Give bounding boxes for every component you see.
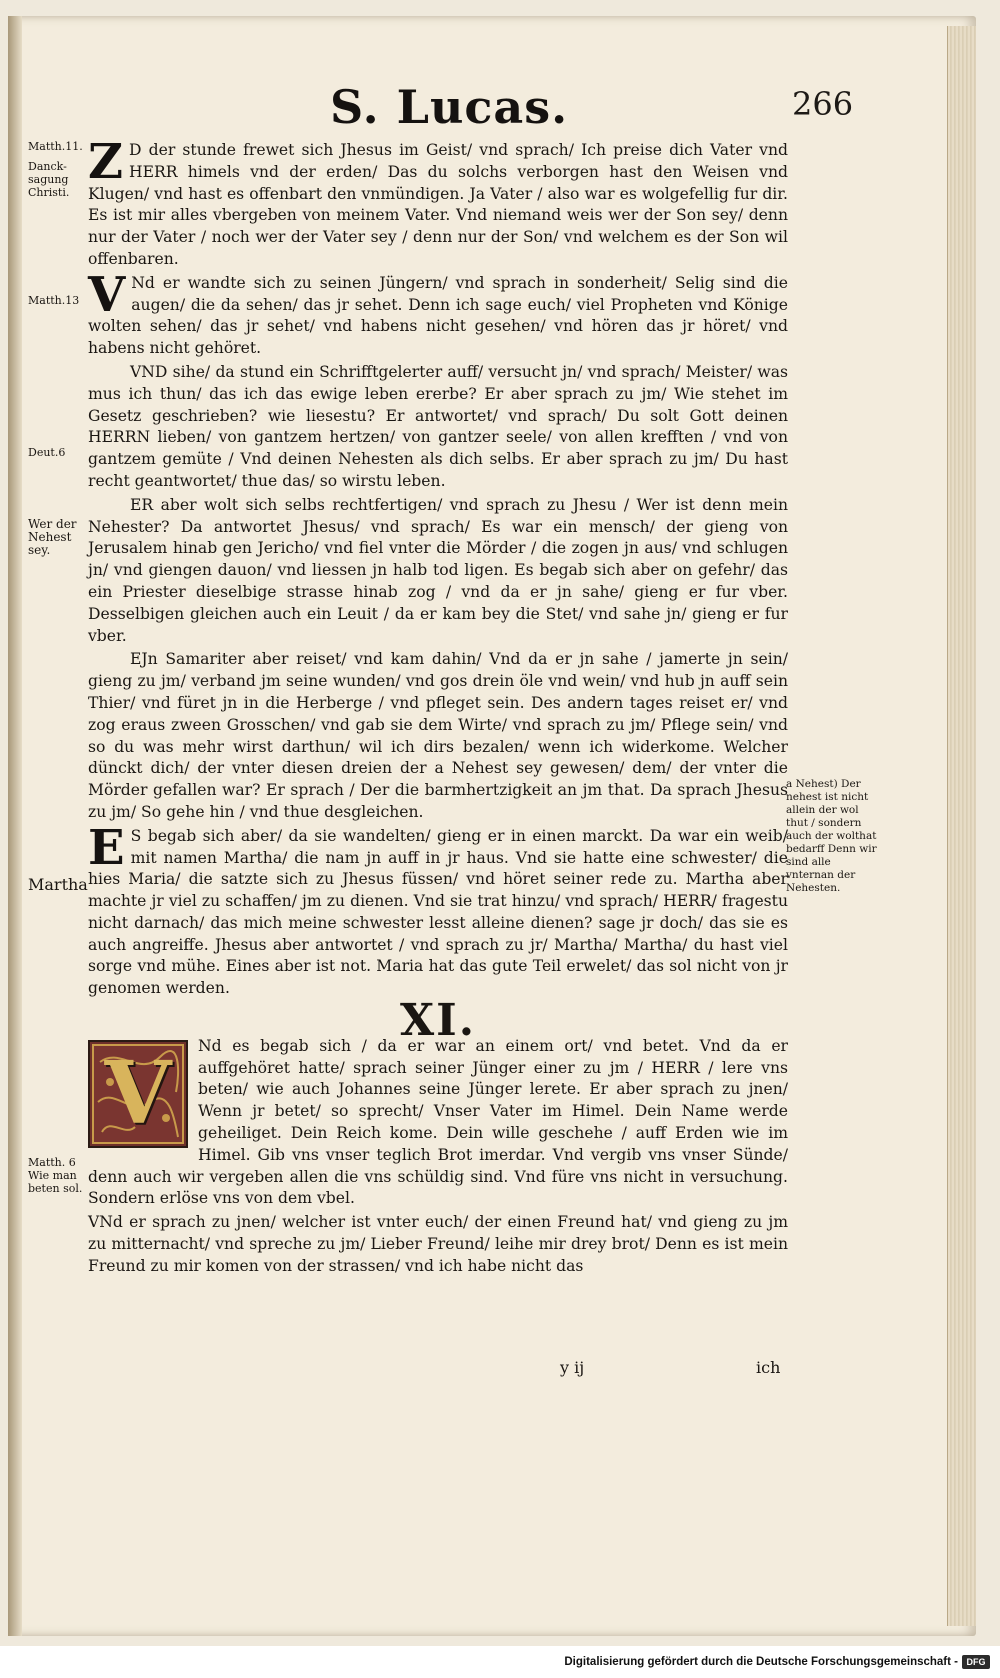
signature-mark: y ij — [560, 1358, 585, 1377]
paragraph: EJn Samariter aber reiset/ vnd kam dahin/ Vnd da er jn sahe / jamerte jn sein/ gieng zu jm/ verband jm seine wunden/ vnd gos drein öle vnd wein/ vnd hub jn auff sein Thier/ vnd füret jn in die Herberge / vnd pfleget sein. Des andern tages reiset er/ vnd zog eraus zween Grosschen/ vnd gab sie dem Wirte/ vnd sprach zu jm/ Pflege sein/ vnd so du was mehr wirst darthun/ wil ich dirs bezalen/ wenn ich widerkome. Welcher dünckt dich/ der vnter diesen dreien der a Nehest sey gewesen/ dem/ der vnter die Mörder gefallen war? Er sprach / Der die barmhertzigkeit an jm that. Da sprach Jhesus zu jm/ So gehe hin / vnd thue desgleichen. — [88, 650, 788, 821]
woodcut-initial — [88, 1040, 188, 1148]
woodcut-letter: V — [104, 1042, 172, 1144]
paragraph-text: S begab sich aber/ da sie wandelten/ gieng er in einen marckt. Da war ein weib/ mit namen Martha/ die nam jn auff in jr haus. Vnd sie hatte eine schwester/ die hies Maria/ die satzte sich zu Jhesus füssen/ vnd höret seiner rede zu. Martha aber machte jr viel zu schaffen/ jm zu dienen. Vnd sie trat hinzu/ vnd sprach/ HERR/ fragestu nicht darnach/ das mich meine schwester lesst alleine dienen? sage jr doch/ das sie es auch angreiffe. Jhesus aber antwortet / vnd sprach zu jr/ Martha/ Martha/ du hast viel sorge vnd mühe. Eines aber ist not. Maria hat das gute Teil erwelet/ das sol nicht von jr genomen werden. — [88, 826, 788, 998]
margin-note: Matth. 6 Wie man beten sol. — [28, 1156, 83, 1195]
gloss-marker: a — [786, 778, 793, 790]
initial-letter: Z — [88, 134, 124, 190]
margin-note: Martha — [28, 875, 88, 894]
initial-letter: V — [88, 266, 126, 323]
funding-credit: Digitalisierung gefördert durch die Deutsche Forschungsgemeinschaft - — [564, 1656, 958, 1668]
page-edges — [947, 26, 976, 1626]
paragraph — [88, 1036, 788, 1210]
chapter-number: XI. — [399, 995, 477, 1047]
margin-note: Matth.13 — [28, 294, 80, 307]
paragraph — [88, 266, 788, 360]
footer-bar — [0, 1650, 1000, 1678]
paragraph-text: D der stunde frewet sich Jhesus im Geist/ vnd sprach/ Ich preise dich Vater vnd HERR himels vnd der erden/ Das du solchs verborgen hast den Weisen vnd Klugen/ vnd hast es offenbart den vnmündigen. Ja Vater / also war es wolgefellig fur dir. Es ist mir alles vbergeben von meinem Vater. Vnd niemand weis wer der Son sey/ denn nur der Vater / noch wer der Vater sey / denn nur der Son/ vnd welchem es der Son wil offenbaren. — [88, 141, 788, 268]
dfg-logo-icon: DFG — [962, 1655, 990, 1669]
catchword: ich — [756, 1358, 781, 1377]
paragraph-text: Nd es begab sich / da er war an einem ort/ vnd betet. Vnd da er auffgehöret hatte/ sprach seiner Jünger einer zu jm / HERR / lere vns beten/ wie auch Johannes seine Jünger lerete. Er aber sprach zu jnen/ Wenn jr betet/ so sprecht/ Vnser Vater im Himel. Dein Name werde geheiliget. Dein Reich kome. Dein wille geschehe / auff Erden wie im Himel. Gib vns vnser teglich Brot imerdar. Vnd vergib vns vnser Sünde/ denn auch wir vergeben allen die vns schüldig sind. Vnd füre vns nicht in versuchung. Sondern erlöse vns von dem vbel. — [88, 1036, 788, 1208]
initial-letter: E — [88, 819, 125, 876]
folio-number: 266 — [792, 85, 854, 123]
margin-note: Matth.11. — [28, 140, 83, 153]
page-gutter — [8, 16, 22, 1636]
paragraph — [88, 134, 788, 271]
paragraph: VNd er sprach zu jnen/ welcher ist vnter euch/ der einen Freund hat/ vnd gieng zu jm zu mitternacht/ vnd spreche zu jm/ Lieber Freund/ leihe mir drey brot/ Denn es ist mein Freund zu mir komen von der strassen/ vnd ich habe nicht das — [88, 1213, 788, 1275]
margin-note: Danck-sagung Christi. — [28, 160, 70, 199]
margin-note: Deut.6 — [28, 446, 66, 459]
paragraph — [88, 819, 788, 1000]
paragraph: ER aber wolt sich selbs rechtfertigen/ vnd sprach zu Jhesu / Wer ist denn mein Nehester? Da antwortet Jhesus/ vnd sprach/ Es war ein mensch/ der gieng von Jerusalem hinab gen Jericho/ vnd fiel vnter die Mörder / die zogen jn aus/ vnd schlugen jn/ vnd giengen dauon/ vnd liessen jn halb tod ligen. Es begab sich aber on gefehr/ das ein Priester dieselbige strasse hinab zog / vnd da er jn sahe/ gieng er fur vber. Desselbigen gleichen auch ein Leuit / da er kam bey die Stet/ vnd sahe jn/ gieng er fur vber. — [88, 495, 788, 645]
paragraph-text: Nd er wandte sich zu seinen Jüngern/ vnd sprach in sonderheit/ Selig sind die augen/ die da sehen/ das jr sehet. Denn ich sage euch/ viel Propheten vnd Könige wolten sehen/ das jr sehet/ vnd habens nicht gesehen/ vnd hören das jr höret/ vnd habens nicht gehöret. — [88, 273, 788, 358]
paragraph: VND sihe/ da stund ein Schrifftgelerter auff/ versucht jn/ vnd sprach/ Meister/ was mus ich thun/ das ich das ewige leben ererbe? Er aber sprach zu jm/ Wie stehet im Gesetz geschrieben? wie liesestu? Er antwortet/ vnd sprach/ Du solt Gott deinen HERRN lieben/ von gantzem hertzen/ von gantzer seele/ von allen krefften / vnd von gantzem gemüte / Vnd deinen Nehesten als dich selbs. Er aber sprach zu jm/ Du hast recht geantwortet/ thue das/ so wirstu leben. — [88, 362, 788, 490]
gloss-note — [786, 778, 878, 895]
margin-note: Wer der Nehest sey. — [28, 517, 77, 557]
gloss-text: Nehest) Der nehest ist nicht allein der wol thut / sondern auch der wolthat bedarff Denn wir sind alle vnternan der Nehesten. — [786, 778, 877, 894]
running-head: S. Lucas. — [330, 80, 569, 134]
main-text — [88, 134, 788, 1280]
